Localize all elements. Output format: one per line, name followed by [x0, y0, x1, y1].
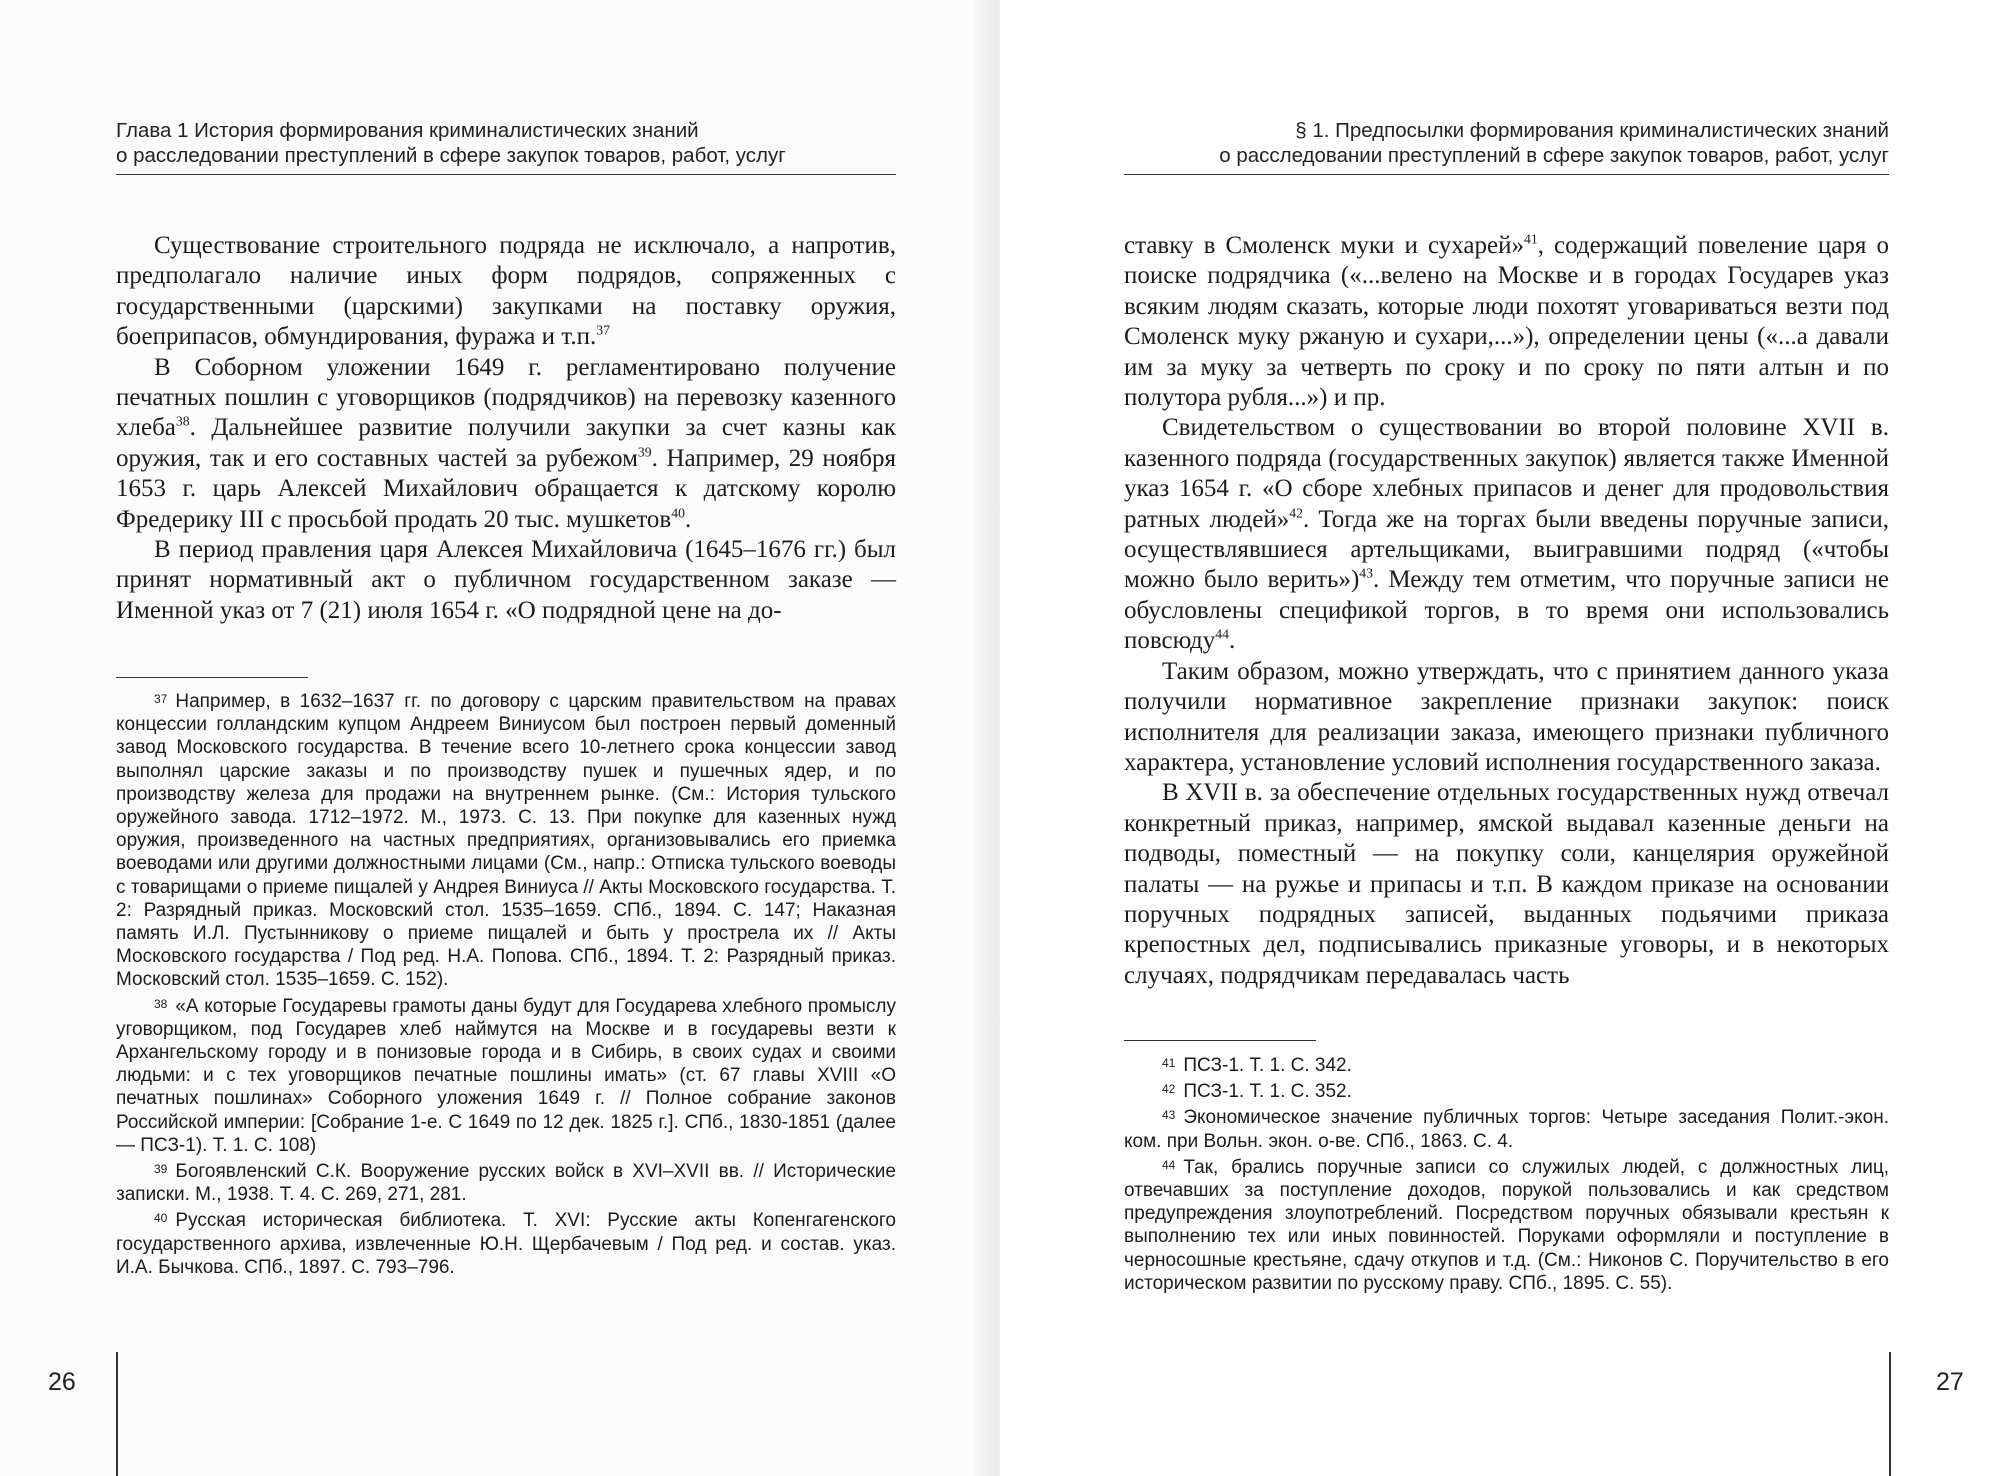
- main-text-right: [1124, 231, 1889, 991]
- footnote: $^{41}$ ПСЗ-1. Т. 1. С. 342.: [1162, 1055, 1352, 1076]
- paragraph: В Соборном уложении 1649 г. регламентировано получение печатных пошлин с уговорщиков (подрядчиков) на перевозку казенного хлеба$^{38}$. Дальнейшее развитие получили закупки за счет казны как оружия, так и его составных частей за рубежом$^{39}$. Например, 29 ноября 1653 г. царь Алексей Михайлович обращается к датскому королю Фредерику III с просьбой продать 20 тыс. мушкетов$^{40}$.: [116, 353, 896, 533]
- left-page: [0, 0, 990, 1476]
- footnote-number: 40: [154, 1211, 168, 1226]
- footnote-number: 42: [1162, 1082, 1176, 1097]
- footnote: $^{37}$ Например, в 1632–1637 гг. по договору с царским правительством на правах концессии голландским купцом Андреем Виниусом был построен первый доменный завод Московского государства. В течение всего 10-летнего срока концессии завод выполнял царские заказы и по производству пушек и пушечных ядер, и по производству железа для продажи на внутреннем рынке. (См.: История тульского оружейного завода. 1712–1972. М., 1973. С. 13. При покупке для казенных нужд оружия, произведенного на частных предприятиях, организовывались его приемка воеводами или другими должностными лицами (См., напр.: Отписка тульского воеводы с товарищами о приеме пищалей у Андрея Виниуса // Акты Московского государства. Т. 2: Разрядный приказ. Московский стол. 1535–1659. СПб., 1894. С. 147; Наказная память И.Л. Пустынникову о приеме пищалей и быть у прострела их // Акты Московского государства / Под ред. Н.А. Попова. СПб., 1894. Т. 2: Разрядный приказ. Московский стол. 1535–1659. С. 152).: [116, 691, 896, 991]
- footnote-rule: [116, 677, 308, 678]
- paragraph: В период правления царя Алексея Михайловича (1645–1676 гг.) был принят нормативный акт о публичном государственном заказе — Именной указ от 7 (21) июля 1654 г. «О подрядной цене на до-: [116, 536, 896, 624]
- header-rule: [116, 174, 896, 175]
- page-number-rule: [1889, 1352, 1891, 1476]
- footnote-rule: [1124, 1040, 1316, 1041]
- header-rule: [1124, 174, 1889, 175]
- footnote-ref[interactable]: 37: [596, 322, 610, 338]
- paragraph: Таким образом, можно утверждать, что с принятием данного указа получили нормативное закрепление признаки закупок: поиск исполнителя для реализации заказа, имеющего признаки публичного характера, установление условий исполнения государственного заказа.: [1124, 657, 1889, 776]
- page-number-rule: [116, 1352, 118, 1476]
- paragraph: ставку в Смоленск муки и сухарей»$^{41}$, содержащий повеление царя о поиске подрядчика («...велено на Москве и в городах Государев указ всяким людям сказать, которые люди похотят уговариваться везти под Смоленск муку ржаную и сухари,...»), определении цены («...а давали им за муку за четверть по сроку и по сроку по пяти алтын и по полутора рубля...») и пр.: [1124, 231, 1889, 412]
- footnote: $^{39}$ Богоявленский С.К. Вооружение русских войск в XVI–XVII вв. // Исторические записки. М., 1938. Т. 4. С. 269, 271, 281.: [116, 1161, 896, 1206]
- footnote-ref[interactable]: 43: [1359, 566, 1374, 582]
- footnote: $^{43}$ Экономическое значение публичных торгов: Четыре заседания Полит.-экон. ком. при Вольн. экон. о-ве. СПб., 1863. С. 4.: [1124, 1107, 1889, 1152]
- paragraph: Свидетельством о существовании во второй половине XVII в. казенного подряда (государственных закупок) является также Именной указ 1654 г. «О сборе хлебных припасов и денег для продовольствия ратных людей»$^{42}$. Тогда же на торгах были введены поручные записи, осуществлявшиеся артельщиками, выигравшими подряд («чтобы можно было верить»)$^{43}$. Между тем отметим, что поручные записи не обусловлены спецификой торгов, в то время они использовались повсюду$^{44}$.: [1124, 414, 1889, 655]
- footnote-ref[interactable]: 39: [637, 444, 652, 460]
- footnote: $^{40}$ Русская историческая библиотека. Т. XVI: Русские акты Копенгагенского государственного архива, извлеченные Ю.Н. Щербачевым / Под ред. и состав. указ. И.А. Бычкова. СПб., 1897. С. 793–796.: [116, 1210, 896, 1278]
- page-number: 26: [48, 1368, 76, 1396]
- footnotes-left: [116, 688, 896, 1280]
- footnote-ref[interactable]: 41: [1523, 231, 1538, 247]
- footnote-ref[interactable]: 42: [1289, 505, 1303, 521]
- running-header-left: [116, 118, 896, 168]
- footnote-number: 37: [154, 692, 168, 706]
- footnote-number: 38: [154, 996, 168, 1011]
- footnote-number: 41: [1162, 1056, 1176, 1070]
- footnote-ref[interactable]: 38: [175, 414, 190, 430]
- header-line-2: о расследовании преступлений в сфере закупок товаров, работ, услуг: [1219, 144, 1889, 167]
- footnote: $^{42}$ ПСЗ-1. Т. 1. С. 352.: [1162, 1081, 1352, 1103]
- footnote-number: 39: [154, 1162, 168, 1177]
- header-line-1: § 1. Предпосылки формирования криминалистических знаний: [1295, 119, 1889, 142]
- main-text-left: [116, 231, 896, 626]
- footnote-number: 43: [1162, 1108, 1176, 1123]
- header-line-1: Глава 1 История формирования криминалистических знаний: [116, 119, 699, 142]
- footnote-number: 44: [1162, 1157, 1176, 1172]
- footnotes-right: [1124, 1052, 1889, 1296]
- footnote: $^{44}$ Так, брались поручные записи со служилых людей, с должностных лиц, отвечавших за поступление доходов, порукой пользовались и как средством предупреждения злоупотреблений. Посредством поручных обязывали крестьян к выполнению тех или иных повинностей. Поруками оформляли и поступление в черносошные крестьяне, сдачу откупов и т.д. (См.: Никонов С. Поручительство в его историческом развитии по русскому праву. СПб., 1895. С. 55).: [1124, 1156, 1889, 1294]
- paragraph: Существование строительного подряда не исключало, а напротив, предполагало наличие иных форм подрядов, сопряженных с государственными (царскими) закупками на поставку оружия, боеприпасов, обмундирования, фуража и т.п.$^{37}$: [116, 232, 896, 351]
- running-header-right: [1124, 118, 1889, 168]
- paragraph: В XVII в. за обеспечение отдельных государственных нужд отвечал конкретный приказ, например, ямской выдавал казенные деньги на подводы, поместный — на покупку соли, канцелярия оружейной палаты — на ружье и припасы и т.п. В каждом приказе на основании поручных подрядных записей, выданных подьячими приказа крепостных дел, подписывались приказные уговоры, и в некоторых случаях, подрядчикам передавалась часть: [1124, 779, 1889, 989]
- page-number: 27: [1936, 1368, 1964, 1396]
- header-line-2: о расследовании преступлений в сфере закупок товаров, работ, услуг: [116, 144, 786, 167]
- footnote: $^{38}$ «А которые Государевы грамоты даны будут для Государева хлебного промыслу уговорщиком, под Государев хлеб наймутся на Москве и в государевы везти к Архангельскому городу и в понизовые города и в Сибирь, в своих судах и своими людьми: и с тех уговорщиков печатные пошлины имать» (ст. 67 главы XVIII «О печатных пошлинах» Соборного уложения 1649 г. // Полное собрание законов Российской империи: [Собрание 1-е. С 1649 по 12 дек. 1825 г.]. СПб., 1830-1851 (далее — ПСЗ-1). Т. 1. С. 108): [116, 995, 896, 1156]
- footnote-ref[interactable]: 44: [1215, 626, 1230, 642]
- right-page: [1000, 0, 2000, 1476]
- footnote-ref[interactable]: 40: [671, 505, 685, 521]
